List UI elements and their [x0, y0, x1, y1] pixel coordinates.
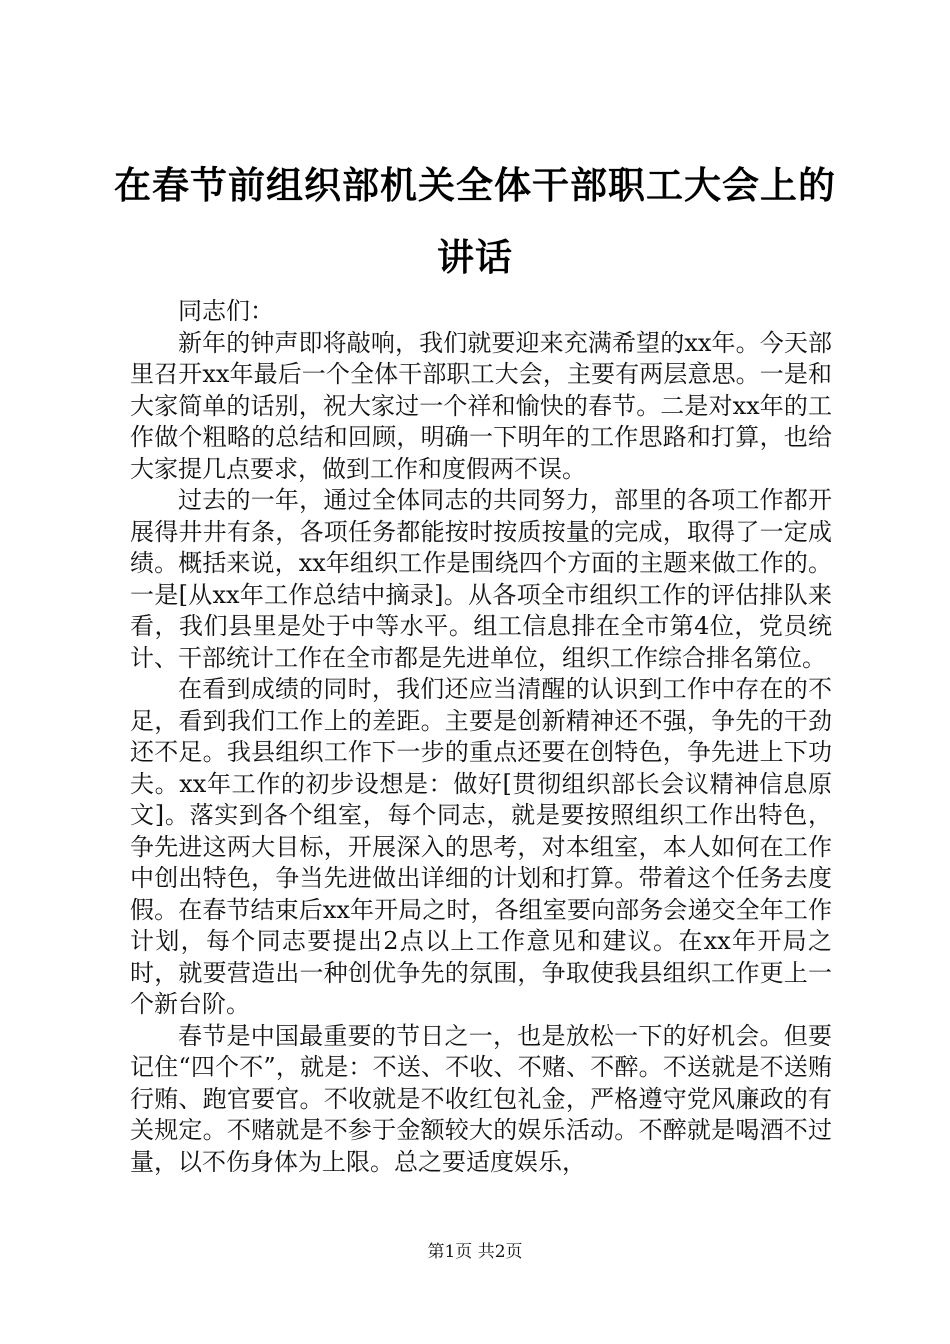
salutation: 同志们： [178, 297, 274, 325]
paragraph-4: 春节是中国最重要的节日之一，也是放松一下的好机会。但要记住“四个不”，就是：不送、不收、不赌、不醉。不送就是不送贿行贿、跑官要官。不收就是不收红包礼金，严格遵守党风廉政的有关规定。不赌就是不参于金额较大的娱乐活动。不醉就是喝酒不过量，以不伤身体为上限。总之要适度娱乐， [130, 1021, 832, 1176]
page-footer: 第1页 共2页 [427, 1242, 523, 1262]
paragraph-2: 过去的一年，通过全体同志的共同努力，部里的各项工作都开展得井井有条，各项任务都能按时按质按量的完成，取得了一定成绩。概括来说，xx年组织工作是围绕四个方面的主题来做工作的。一是[从xx年工作总结中摘录]。从各项全市组织工作的评估排队来看，我们县里是处于中等水平。组工信息排在全市第4位，党员统计、干部统计工作在全市都是先进单位，组织工作综合排名第位。 [130, 486, 832, 672]
document-body [130, 296, 832, 1178]
document-title: 在春节前组织部机关全体干部职工大会上的讲话 [114, 164, 836, 279]
paragraph-1: 新年的钟声即将敲响，我们就要迎来充满希望的xx年。今天部里召开xx年最后一个全体干部职工大会，主要有两层意思。一是和大家简单的话别，祝大家过一个祥和愉快的春节。二是对xx年的工作做个粗略的总结和回顾，明确一下明年的工作思路和打算，也给大家提几点要求，做到工作和度假两不误。 [130, 328, 832, 483]
paragraph-3: 在看到成绩的同时，我们还应当清醒的认识到工作中存在的不足，看到我们工作上的差距。主要是创新精神还不强，争先的干劲还不足。我县组织工作下一步的重点还要在创特色，争先进上下功夫。xx年工作的初步设想是：做好[贯彻组织部长会议精神信息原文]。落实到各个组室，每个同志，就是要按照组织工作出特色，争先进这两大目标，开展深入的思考，对本组室，本人如何在工作中创出特色，争当先进做出详细的计划和打算。带着这个任务去度假。在春节结束后xx年开局之时，各组室要向部务会递交全年工作计划，每个同志要提出2点以上工作意见和建议。在xx年开局之时，就要营造出一种创优争先的氛围，争取使我县组织工作更上一个新台阶。 [130, 675, 832, 1018]
